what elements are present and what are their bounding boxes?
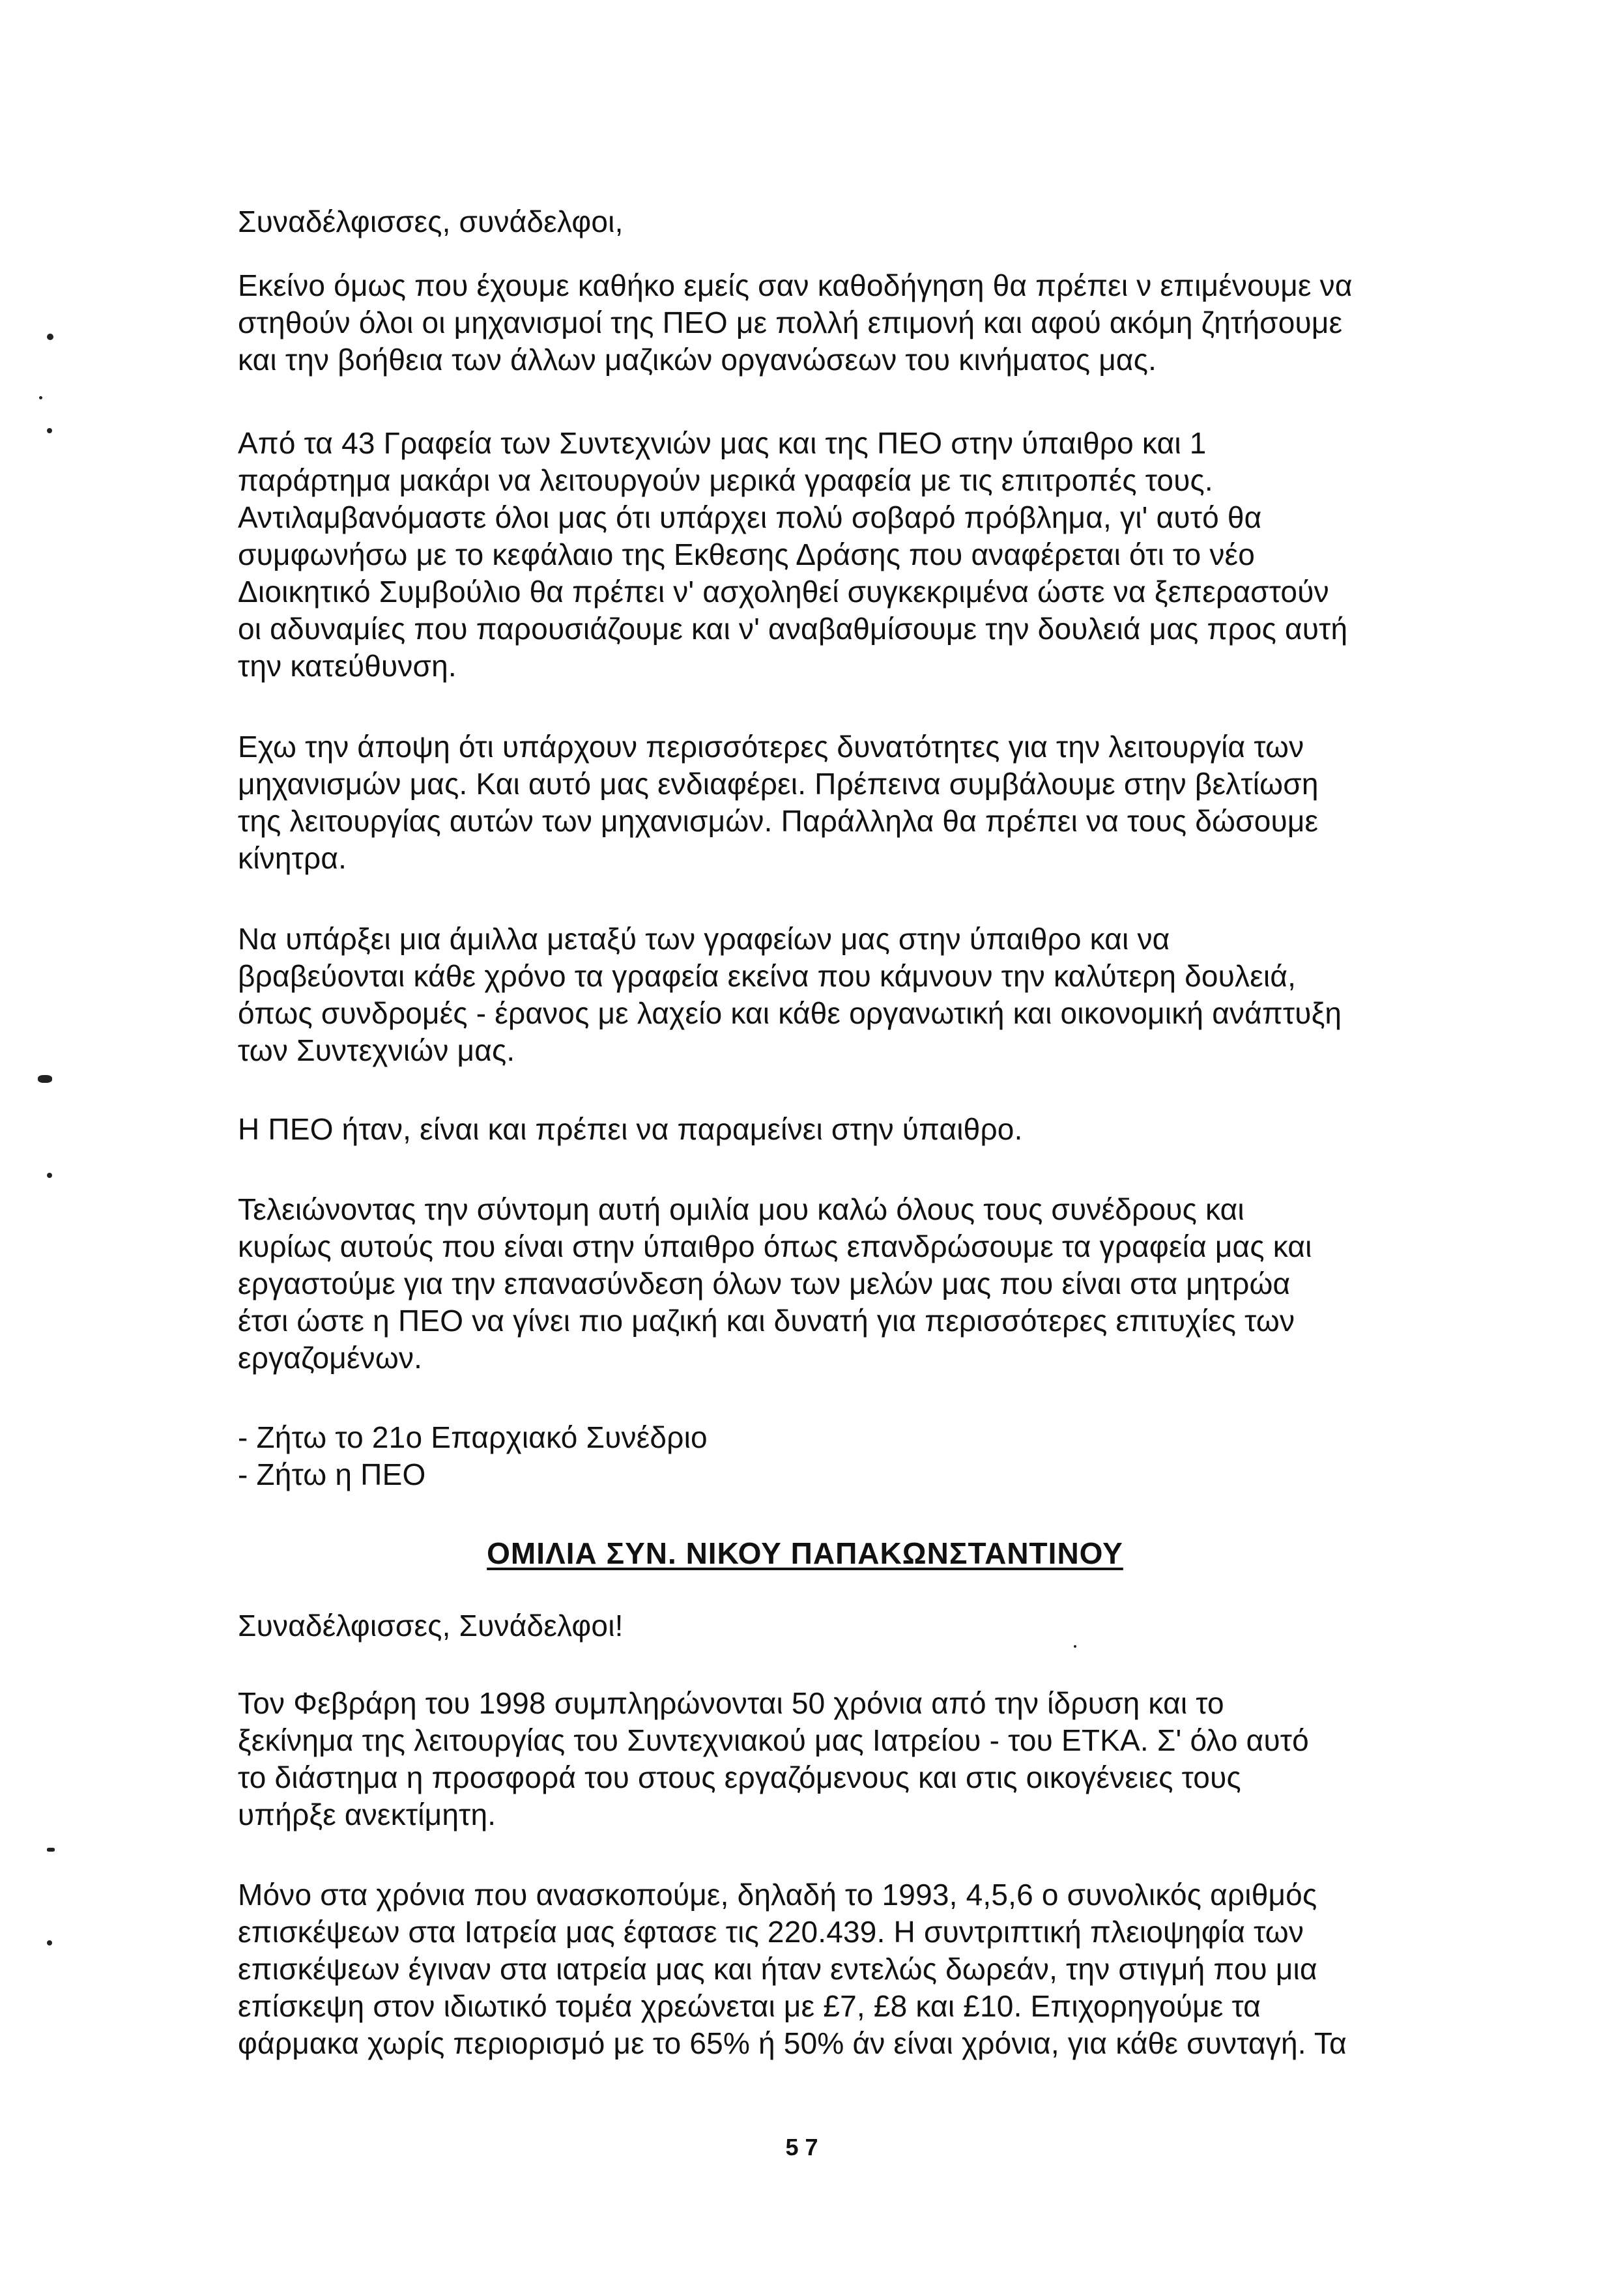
paragraph-offices bbox=[238, 425, 1476, 685]
text-line: Διοικητικό Συμβούλιο θα πρέπει ν' ασχοληθεί συγκεκριμένα ώστε να ξεπεραστούν bbox=[238, 575, 1329, 609]
scan-artifact bbox=[1074, 1645, 1076, 1648]
text-line: υπήρξε ανεκτίμητη. bbox=[238, 1798, 496, 1831]
paragraph-greeting bbox=[238, 203, 1476, 240]
text-line: των Συντεχνιών μας. bbox=[238, 1033, 515, 1067]
text-line: το διάστημα η προσφορά του στους εργαζόμενους και στις οικογένειες τους bbox=[238, 1760, 1241, 1794]
text-line: στηθούν όλοι οι μηχανισμοί της ΠΕΟ με πολλή επιμονή και αφού ακόμη ζητήσουμε bbox=[238, 306, 1343, 339]
scan-artifact bbox=[47, 334, 53, 340]
heading-text: ΟΜΙΛΙΑ ΣΥΝ. ΝΙΚΟΥ ΠΑΠΑΚΩΝΣΤΑΝΤΙΝΟΥ bbox=[487, 1536, 1123, 1570]
text-line: Τον Φεβράρη του 1998 συμπληρώνονται 50 χρόνια από την ίδρυση και το bbox=[238, 1686, 1224, 1720]
text-line: Μόνο στα χρόνια που ανασκοπούμε, δηλαδή το 1993, 4,5,6 ο συνολικός αριθμός bbox=[238, 1878, 1317, 1912]
text-line: συμφωνήσω με το κεφάλαιο της Εκθεσης Δράσης που αναφέρεται ότι το νέο bbox=[238, 538, 1256, 571]
text-line: όπως συνδρομές - έρανος με λαχείο και κάθε οργανωτική και οικονομική ανάπτυξη bbox=[238, 996, 1342, 1030]
text-line: Να υπάρξει μια άμιλλα μεταξύ των γραφείων μας στην ύπαιθρο και να bbox=[238, 922, 1170, 956]
text-line: Εκείνο όμως που έχουμε καθήκο εμείς σαν καθοδήγηση θα πρέπει ν επιμένουμε να bbox=[238, 268, 1353, 302]
paragraph-mechanisms bbox=[238, 267, 1476, 379]
text-line: επίσκεψη στον ιδιωτικό τομέα χρεώνεται με £7, £8 και £10. Επιχορηγούμε τα bbox=[238, 1989, 1261, 2023]
text-line: οι αδυναμίες που παρουσιάζουμε και ν' αναβαθμίσουμε την δουλειά μας προς αυτή bbox=[238, 612, 1348, 646]
text-line: κίνητρα. bbox=[238, 841, 347, 875]
text-line: μηχανισμών μας. Και αυτό μας ενδιαφέρει. Πρέπεινα συμβάλουμε στην βελτίωση bbox=[238, 767, 1319, 801]
scan-artifact bbox=[47, 1173, 52, 1178]
text-line: κυρίως αυτούς που είναι στην ύπαιθρο όπως επανδρώσουμε τα γραφεία μας και bbox=[238, 1229, 1312, 1263]
scan-artifact bbox=[39, 396, 42, 399]
paragraph-opinion bbox=[238, 728, 1476, 877]
paragraph-closing bbox=[238, 1191, 1476, 1377]
text-line: βραβεύονται κάθε χρόνο τα γραφεία εκείνα που κάμνουν την καλύτερη δουλειά, bbox=[238, 959, 1297, 993]
paragraph-competition bbox=[238, 921, 1476, 1069]
text-line: εργαζομένων. bbox=[238, 1341, 423, 1375]
paragraph-peo-countryside bbox=[238, 1111, 1476, 1148]
text-line: Συναδέλφισσες, Συνάδελφοι! bbox=[238, 1609, 624, 1643]
text-line: εργαστούμε για την επανασύνδεση όλων των μελών μας που είναι στα μητρώα bbox=[238, 1267, 1291, 1300]
text-line: Εχω την άποψη ότι υπάρχουν περισσότερες δυνατότητες για την λειτουργία των bbox=[238, 730, 1304, 764]
paragraph-etka-history bbox=[238, 1685, 1476, 1833]
scan-artifact bbox=[47, 428, 52, 433]
text-line: έτσι ώστε η ΠΕΟ να γίνει πιο μαζική και δυνατή για περισσότερες επιτυχίες των bbox=[238, 1304, 1295, 1338]
text-line: και την βοήθεια των άλλων μαζικών οργανώσεων του κινήματος μας. bbox=[238, 343, 1157, 377]
text-line: Αντιλαμβανόμαστε όλοι μας ότι υπάρχει πολύ σοβαρό πρόβλημα, γι' αυτό θα bbox=[238, 500, 1262, 534]
text-line: επισκέψεων στα Ιατρεία μας έφτασε τις 220.439. Η συντριπτική πλειοψηφία των bbox=[238, 1915, 1304, 1949]
section-heading bbox=[0, 1535, 1610, 1572]
text-line: ξεκίνημα της λειτουργίας του Συντεχνιακού μας Ιατρείου - του ΕΤΚΑ. Σ' όλο αυτό bbox=[238, 1723, 1309, 1757]
scan-artifact bbox=[47, 1940, 52, 1945]
text-line: την κατεύθυνση. bbox=[238, 649, 457, 683]
page-number: 57 bbox=[785, 2134, 825, 2160]
paragraph-slogans bbox=[238, 1419, 1476, 1493]
text-line: Συναδέλφισσες, συνάδελφοι, bbox=[238, 205, 624, 238]
text-line: - Ζήτω το 21ο Επαρχιακό Συνέδριο bbox=[238, 1420, 708, 1454]
text-line: - Ζήτω η ΠΕΟ bbox=[238, 1457, 426, 1491]
text-line: επισκέψεων έγιναν στα ιατρεία μας και ήταν εντελώς δωρεάν, την στιγμή που μια bbox=[238, 1952, 1317, 1986]
text-line: της λειτουργίας αυτών των μηχανισμών. Παράλληλα θα πρέπει να τους δώσουμε bbox=[238, 804, 1319, 838]
scan-artifact bbox=[47, 1848, 55, 1852]
paragraph-visits bbox=[238, 1876, 1476, 2062]
text-line: παράρτημα μακάρι να λειτουργούν μερικά γραφεία με τις επιτροπές τους. bbox=[238, 463, 1213, 497]
paragraph-greeting-2 bbox=[238, 1607, 1476, 1644]
text-line: Η ΠΕΟ ήταν, είναι και πρέπει να παραμείνει στην ύπαιθρο. bbox=[238, 1112, 1023, 1146]
text-line: Τελειώνοντας την σύντομη αυτή ομιλία μου καλώ όλους τους συνέδρους και bbox=[238, 1192, 1244, 1226]
scan-artifact bbox=[38, 1075, 52, 1083]
text-line: Από τα 43 Γραφεία των Συντεχνιών μας και της ΠΕΟ στην ύπαιθρο και 1 bbox=[238, 426, 1207, 460]
text-line: φάρμακα χωρίς περιορισμό με το 65% ή 50% άν είναι χρόνια, για κάθε συνταγή. Τα bbox=[238, 2026, 1347, 2060]
